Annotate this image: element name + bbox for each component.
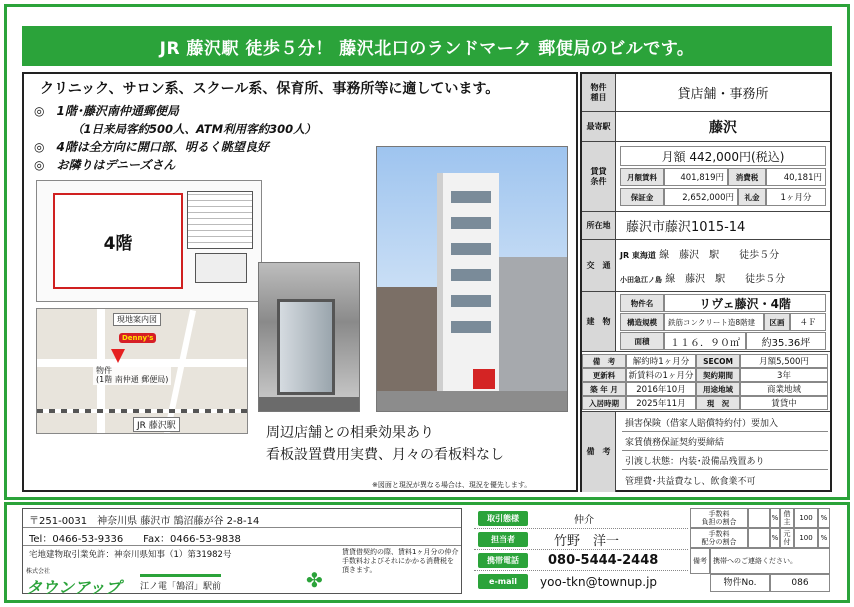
row-station: 最寄駅 藤沢 [582, 112, 830, 142]
fee-share-table: 手数料 負担の割合 % 借 主 100 % 手数料 配分の割合 % 元 付 100 % 備考 携帯へのご連絡ください。 物件No. 086 [690, 508, 832, 594]
note-2: 看板設置費用実費、月々の看板料なし [266, 447, 504, 463]
title-banner: JR 藤沢駅 徒歩５分！ 藤沢北口のランドマーク 郵便局のビルです。 [22, 26, 832, 66]
map-railway [37, 409, 248, 413]
postal-address: 〒251-0031 神奈川県 藤沢市 鵠沼藤が谷 2-8-14 [29, 516, 260, 527]
person-row: 担当者 竹野 洋一 [474, 529, 688, 550]
location-map [36, 308, 248, 434]
post-office-sign [473, 369, 495, 389]
building-tower [437, 173, 499, 393]
building-window [451, 191, 491, 203]
notes [266, 422, 504, 466]
floor-plan [36, 180, 262, 302]
building-photo [376, 146, 568, 412]
row-building: 建 物 物件名 リヴェ藤沢・4階 構造規模 鉄筋コンクリート造8階建 区画 ４Ｆ 面積 １１６．９０㎡ 約35.36坪 [582, 292, 830, 352]
contact-block [474, 508, 688, 594]
street [377, 391, 567, 411]
entrance-door [277, 299, 335, 395]
property-table [580, 72, 832, 492]
headline: クリニック、サロン系、スクール系、保育所、事務所等に適しています。 [40, 81, 500, 97]
floor-plan-room: 4階 [53, 193, 183, 289]
feature-bullets [34, 102, 316, 174]
fee-note: 賃貸借契約の際、賃料1ヶ月分の仲介手数料およびそれにかかる消費税を頂きます。 [342, 548, 459, 574]
disclaimer: ※図面と現況が異なる場合は、現況を優先します。 [372, 481, 532, 489]
map-pin-icon [111, 349, 125, 363]
row-type: 物件 種目 貸店舗・事務所 [582, 74, 830, 112]
bullet-1-sub: （1日来局客約500人、ATM利用客約300人） [72, 122, 317, 136]
stair-core [187, 191, 253, 249]
map-title: 現地案内図 [113, 313, 161, 326]
row-rent: 賃貸 条件 月額 442,000円(税込) 月額賃料 401,819円 消費税 40,181円 保証金 2,652,000円 礼金 1ヶ月分 [582, 142, 830, 212]
bullet-1: ◎ 1階･藤沢南仲通郵便局 [34, 104, 179, 118]
bullet-2: ◎ 4階は全方向に開口部、明るく眺望良好 [34, 140, 269, 154]
entrance-step [259, 397, 359, 411]
elevator-core [195, 253, 247, 283]
office-station: 江ノ電「鵠沼」駅前 [140, 574, 221, 592]
clover-icon: ✤ [306, 568, 323, 592]
building-window [451, 295, 491, 307]
bullet-3: ◎ お隣りはデニーズさん [34, 158, 176, 172]
row-address: 所在地 藤沢市藤沢1015-14 [582, 212, 830, 240]
mobile-row: 携帯電話 080-5444-2448 [474, 550, 688, 571]
row-remarks: 備 考 損害保険（借家人賠償特約付）要加入 家賃債務保証契約要締結 引渡し状態：内装･設備品残置あり 管理費･共益費なし、飲食業不可 [582, 412, 830, 492]
building-window [451, 217, 491, 229]
email-link[interactable]: yoo-tkn@townup.jp [540, 574, 658, 589]
mobile-link[interactable]: 080-5444-2448 [548, 553, 659, 568]
map-station-label: JR 藤沢駅 [133, 417, 180, 432]
building-window [451, 243, 491, 255]
company-logo: 株式会社 タウンアップ [26, 568, 121, 597]
neighbor-building [499, 257, 568, 412]
dennys-logo: Denny's [119, 333, 156, 343]
note-1: 周辺店舗との相乗効果あり [266, 425, 434, 441]
building-window [451, 321, 491, 333]
license: 宅地建物取引業免許：神奈川県知事（1）第31982号 [29, 550, 232, 560]
row-terms: 備 考 解約時1ヶ月分 SECOM 月額5,500円 更新料 新賃料の1ヶ月分 契約期間 3年 築 年 月 2016年10月 用途地域 商業地域 入居時期 2025年11月 現 況 賃貸中 [582, 352, 830, 412]
entrance-photo [258, 262, 360, 412]
building-window [451, 269, 491, 281]
deal-row: 取引態様 仲介 [474, 508, 688, 529]
row-traffic: 交 通 JR 東海道 線 藤沢 駅 徒歩５分 小田急江ノ島 線 藤沢 駅 徒歩５分 [582, 240, 830, 292]
map-target-label: 物件 (1階 南仲通 郵便局) [93, 365, 171, 385]
tel-fax: Tel：0466-53-9336 Fax：0466-53-9838 [29, 534, 241, 545]
email-row: e-mail yoo-tkn@townup.jp [474, 571, 688, 592]
